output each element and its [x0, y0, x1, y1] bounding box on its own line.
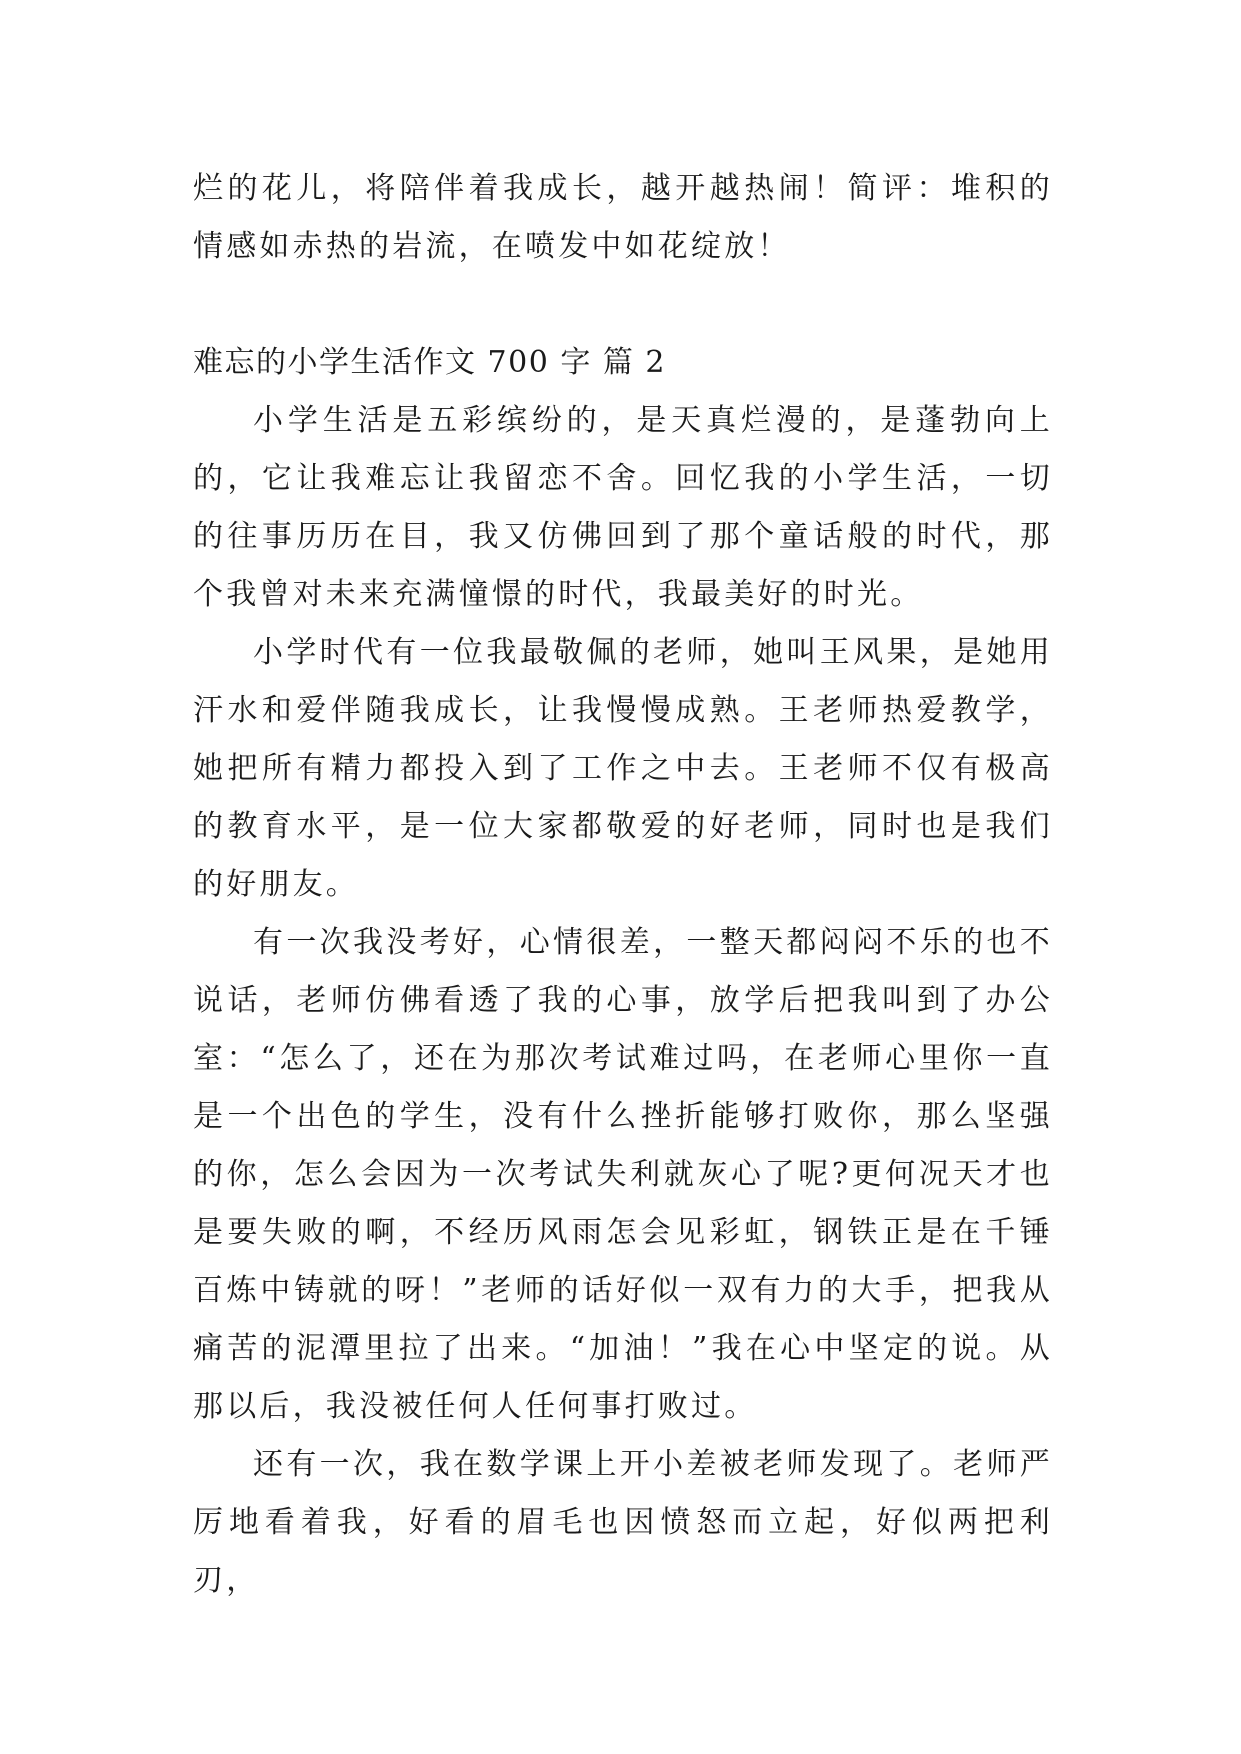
- paragraph-2: 小学时代有一位我最敬佩的老师，她叫王风果，是她用汗水和爱伴随我成长，让我慢慢成熟。王老师热爱教学，她把所有精力都投入到了工作之中去。王老师不仅有极高的教育水平，是一位大家都敬爱的好老师，同时也是我们的好朋友。: [193, 635, 1053, 902]
- section-title: 难忘的小学生活作文 700 字 篇 2: [193, 345, 666, 380]
- intro-paragraph: [193, 160, 1053, 276]
- paragraph-3: 有一次我没考好，心情很差，一整天都闷闷不乐的也不说话，老师仿佛看透了我的心事，放学后把我叫到了办公室：“怎么了，还在为那次考试难过吗，在老师心里你一直是一个出色的学生，没有什么挫折能够打败你，那么坚强的你，怎么会因为一次考试失利就灰心了呢?更何况天才也是要失败的啊，不经历风雨怎会见彩虹，钢铁正是在千锤百炼中铸就的呀！”老师的话好似一双有力的大手，把我从痛苦的泥潭里拉了出来。“加油！”我在心中坚定的说。从那以后，我没被任何人任何事打败过。: [193, 925, 1053, 1424]
- intro-text: 烂的花儿，将陪伴着我成长，越开越热闹！简评：堆积的情感如赤热的岩流，在喷发中如花绽放！: [193, 171, 1053, 264]
- paragraph-4: 还有一次，我在数学课上开小差被老师发现了。老师严厉地看着我，好看的眉毛也因愤怒而立起，好似两把利刃，: [193, 1447, 1053, 1598]
- article-body: [193, 392, 1053, 1610]
- paragraph-1: 小学生活是五彩缤纷的，是天真烂漫的，是蓬勃向上的，它让我难忘让我留恋不舍。回忆我的小学生活，一切的往事历历在目，我又仿佛回到了那个童话般的时代，那个我曾对未来充满憧憬的时代，我最美好的时光。: [193, 403, 1053, 612]
